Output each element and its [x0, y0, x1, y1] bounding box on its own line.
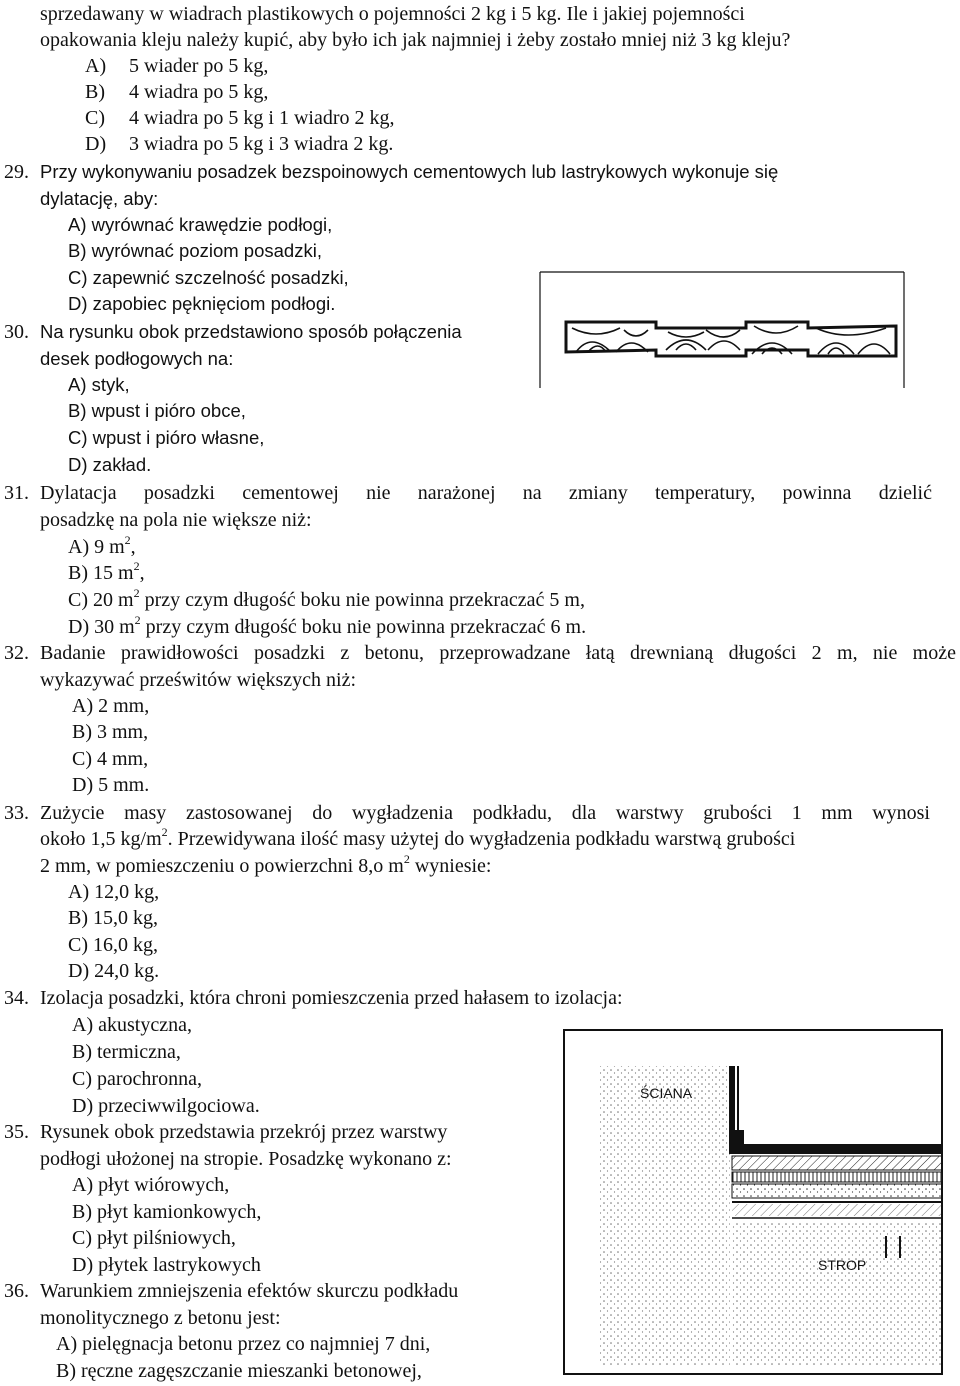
q29-option-b: B) wyrównać poziom posadzki,	[68, 240, 322, 261]
q32-option-c: C) 4 mm,	[72, 748, 149, 770]
option-text: C) 20 m	[68, 589, 134, 611]
q36-option-b: B) ręczne zagęszczanie mieszanki betonowej,	[56, 1360, 422, 1382]
q30-line-2: desek podłogowych na:	[40, 348, 234, 369]
q32-option-b: B) 3 mm,	[72, 721, 149, 743]
q30-option-c: C) wpust i pióro własne,	[68, 427, 265, 448]
q33-option-a: A) 12,0 kg,	[68, 881, 160, 903]
option-text: 5 wiader po 5 kg,	[129, 55, 269, 77]
superscript: 2	[161, 825, 168, 840]
intro-option-a	[85, 53, 268, 79]
q33-line-2	[40, 826, 795, 852]
q31-option-b	[68, 560, 145, 586]
q29-option-d: D) zapobiec pęknięciom podłogi.	[68, 293, 336, 314]
q33-option-c: C) 16,0 kg,	[68, 934, 158, 956]
option-text: A) 9 m	[68, 536, 125, 558]
floorboard-joint-figure	[536, 270, 908, 390]
q33-line-1: Zużycie masy zastosowanej do wygładzenia podkładu, dla warstwy grubości 1 mm wynosi	[40, 802, 930, 824]
q30-option-a: A) styk,	[68, 374, 130, 395]
option-text-tail: ,	[130, 536, 136, 558]
q29-option-c: C) zapewnić szczelność posadzki,	[68, 267, 349, 288]
q36-line-2: monolitycznego z betonu jest:	[40, 1307, 281, 1329]
intro-option-d	[85, 131, 393, 157]
q32-option-d: D) 5 mm.	[72, 774, 150, 796]
q32-number: 32.	[4, 642, 29, 664]
q36-line-1: Warunkiem zmniejszenia efektów skurczu podkładu	[40, 1280, 459, 1302]
q32-line-2: wykazywać prześwitów większych niż:	[40, 669, 356, 691]
q29-line-1: Przy wykonywaniu posadzek bezspoinowych cementowych lub lastrykowych wykonuje się	[40, 161, 779, 182]
q31-option-a	[68, 534, 136, 560]
q34-option-a: A) akustyczna,	[72, 1014, 192, 1036]
q33-line-3	[40, 853, 491, 879]
floor-cross-section-figure	[560, 1026, 946, 1378]
intro-line-1: sprzedawany w wiadrach plastikowych o pojemności 2 kg i 5 kg. Ile i jakiej pojemności	[40, 3, 745, 25]
q35-option-b: B) płyt kamionkowych,	[72, 1201, 262, 1223]
option-letter: B)	[85, 81, 105, 103]
q29-number: 29.	[4, 161, 29, 183]
q31-option-d	[68, 614, 586, 640]
q33-option-d: D) 24,0 kg.	[68, 960, 160, 982]
q31-line-2: posadzkę na pola nie większe niż:	[40, 509, 312, 531]
option-text: 3 wiadra po 5 kg i 3 wiadra 2 kg.	[129, 133, 394, 155]
superscript: 2	[403, 852, 410, 867]
wall-label: ŚCIANA	[640, 1085, 693, 1101]
text-tail: wyniesie:	[409, 855, 492, 877]
q30-line-1: Na rysunku obok przedstawiono sposób połączenia	[40, 321, 462, 342]
option-text: 4 wiadra po 5 kg,	[129, 81, 269, 103]
q29-line-2: dylatację, aby:	[40, 188, 159, 209]
q30-option-b: B) wpust i pióro obce,	[68, 400, 246, 421]
intro-option-c	[85, 105, 395, 131]
option-text-tail: przy czym długość boku nie powinna przekraczać 6 m.	[140, 616, 587, 638]
option-text: 4 wiadra po 5 kg i 1 wiadro 2 kg,	[129, 107, 395, 129]
intro-option-b	[85, 79, 268, 105]
q29-option-a: A) wyrównać krawędzie podłogi,	[68, 214, 333, 235]
q33-number: 33.	[4, 802, 29, 824]
q32-option-a: A) 2 mm,	[72, 695, 150, 717]
text: około 1,5 kg/m	[40, 828, 162, 850]
text: 2 mm, w pomieszczeniu o powierzchni 8,o m	[40, 855, 404, 877]
superscript: 2	[133, 586, 140, 601]
q33-option-b: B) 15,0 kg,	[68, 907, 158, 929]
text-tail: . Przewidywana ilość masy użytej do wygładzenia podkładu warstwą grubości	[167, 828, 796, 850]
superscript: 2	[124, 533, 131, 548]
q35-option-a: A) płyt wiórowych,	[72, 1174, 230, 1196]
q30-number: 30.	[4, 321, 29, 343]
slab-label: STROP	[818, 1257, 867, 1273]
option-letter: A)	[85, 55, 107, 77]
option-letter: C)	[85, 107, 105, 129]
q34-option-c: C) parochronna,	[72, 1068, 202, 1090]
q34-option-d: D) przeciwwilgociowa.	[72, 1095, 260, 1117]
q32-line-1: Badanie prawidłowości posadzki z betonu, przeprowadzane łatą drewnianą długości 2 m, nie może	[40, 642, 956, 664]
option-text-tail: przy czym długość boku nie powinna przekraczać 5 m,	[139, 589, 585, 611]
q31-number: 31.	[4, 482, 29, 504]
q34-option-b: B) termiczna,	[72, 1041, 181, 1063]
superscript: 2	[134, 613, 141, 628]
intro-line-2: opakowania kleju należy kupić, aby było ich jak najmniej i żeby zostało mniej niż 3 kg kleju?	[40, 29, 791, 51]
q30-option-d: D) zakład.	[68, 454, 152, 475]
q35-option-c: C) płyt pilśniowych,	[72, 1227, 236, 1249]
option-text-tail: ,	[139, 562, 145, 584]
q36-option-a: A) pielęgnacja betonu przez co najmniej 7 dni,	[56, 1333, 431, 1355]
q34-number: 34.	[4, 987, 29, 1009]
q36-number: 36.	[4, 1280, 29, 1302]
option-text: D) 30 m	[68, 616, 135, 638]
q31-line-1: Dylatacja posadzki cementowej nie narażonej na zmiany temperatury, powinna dzielić	[40, 482, 932, 504]
option-text: B) 15 m	[68, 562, 134, 584]
q34-line-1: Izolacja posadzki, która chroni pomieszczenia przed hałasem to izolacja:	[40, 987, 623, 1009]
option-letter: D)	[85, 133, 107, 155]
superscript: 2	[133, 559, 140, 574]
q35-number: 35.	[4, 1121, 29, 1143]
q31-option-c	[68, 587, 585, 613]
q35-line-1: Rysunek obok przedstawia przekrój przez warstwy	[40, 1121, 448, 1143]
q35-line-2: podłogi ułożonej na stropie. Posadzkę wykonano z:	[40, 1148, 452, 1170]
q35-option-d: D) płytek lastrykowych	[72, 1254, 261, 1276]
